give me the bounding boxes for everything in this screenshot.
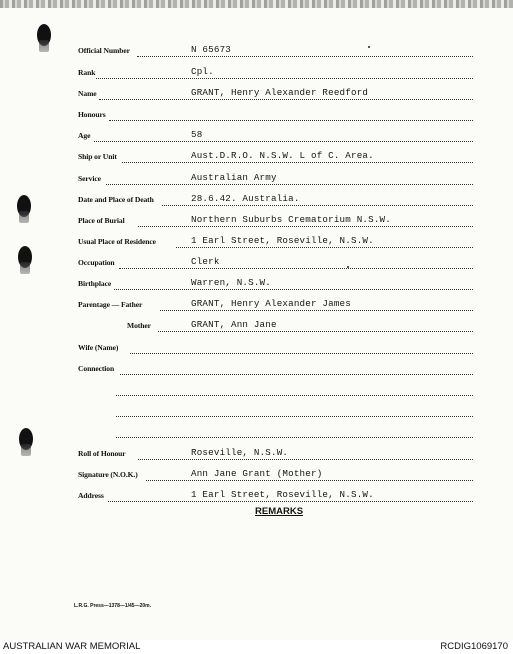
dotted-line [137,55,473,57]
field-label: Mother [127,321,151,330]
footer-source: AUSTRALIAN WAR MEMORIAL [3,641,141,652]
field-value: GRANT, Ann Jane [191,319,277,330]
dotted-line [94,140,473,142]
field-label: Rank [78,68,96,77]
field-label: Age [78,131,91,140]
dotted-line [114,288,473,290]
dotted-line [116,415,473,417]
dotted-line [106,183,473,185]
field-label: Usual Place of Residence [78,237,156,246]
field-roll-of-honour [0,446,513,462]
field-name [0,86,513,102]
field-signature [0,467,513,483]
dotted-line [116,436,473,438]
field-value: Cpl. [191,66,214,77]
field-label: Date and Place of Death [78,195,154,204]
footer-record-id: RCDIG1069170 [440,641,508,652]
dotted-line [96,77,473,79]
field-value: Australian Army [191,172,277,183]
field-value: Northern Suburbs Crematorium N.S.W. [191,214,391,225]
field-value: 1 Earl Street, Roseville, N.S.W. [191,489,374,500]
field-value: Roseville, N.S.W. [191,447,289,458]
field-value: Clerk [191,256,220,267]
field-label: Birthplace [78,279,112,288]
field-honours [0,107,513,123]
field-label: Roll of Honour [78,449,126,458]
field-label: Official Number [78,46,130,55]
dotted-line [138,458,473,460]
dotted-line [120,373,473,375]
field-label: Name [78,89,97,98]
field-age [0,128,513,144]
field-address [0,488,513,504]
field-label: Place of Burial [78,216,125,225]
field-ship-or-unit [0,149,513,165]
scan-top-edge [0,0,513,8]
field-value: N 65673 [191,44,231,55]
field-usual-residence [0,234,513,250]
archive-footer [0,640,513,654]
field-mother [0,318,513,334]
field-label: Signature (N.O.K.) [78,470,138,479]
field-value: 1 Earl Street, Roseville, N.S.W. [191,235,374,246]
remarks-heading: REMARKS [255,506,304,517]
field-father [0,297,513,313]
field-official-number [0,43,513,59]
field-value: Ann Jane Grant (Mother) [191,468,323,479]
field-value: 28.6.42. Australia. [191,193,300,204]
field-label: Ship or Unit [78,152,117,161]
connection-line [0,403,513,419]
field-service [0,171,513,187]
field-birthplace [0,276,513,292]
dotted-line [119,267,473,269]
field-label: Honours [78,110,106,119]
field-occupation [0,255,513,271]
field-label: Service [78,174,101,183]
field-value: Warren, N.S.W. [191,277,271,288]
print-code: L.R.G. Press—1378—1/45—20m. [74,603,151,609]
field-connection [0,361,513,377]
field-label: Occupation [78,258,115,267]
field-place-of-burial [0,213,513,229]
field-label: Connection [78,364,115,373]
field-label: Address [78,491,104,500]
dotted-line [130,352,473,354]
field-rank [0,65,513,81]
field-label: Wife (Name) [78,343,119,352]
field-value: Aust.D.R.O. N.S.W. L of C. Area. [191,150,374,161]
field-label: Parentage — Father [78,300,143,309]
connection-line [0,382,513,398]
field-date-place-death [0,192,513,208]
connection-line [0,424,513,440]
field-value: 58 [191,129,203,140]
field-value: GRANT, Henry Alexander Reedford [191,87,369,98]
dotted-line [116,394,473,396]
field-value: GRANT, Henry Alexander James [191,298,351,309]
field-wife [0,340,513,356]
dotted-line [109,119,473,121]
